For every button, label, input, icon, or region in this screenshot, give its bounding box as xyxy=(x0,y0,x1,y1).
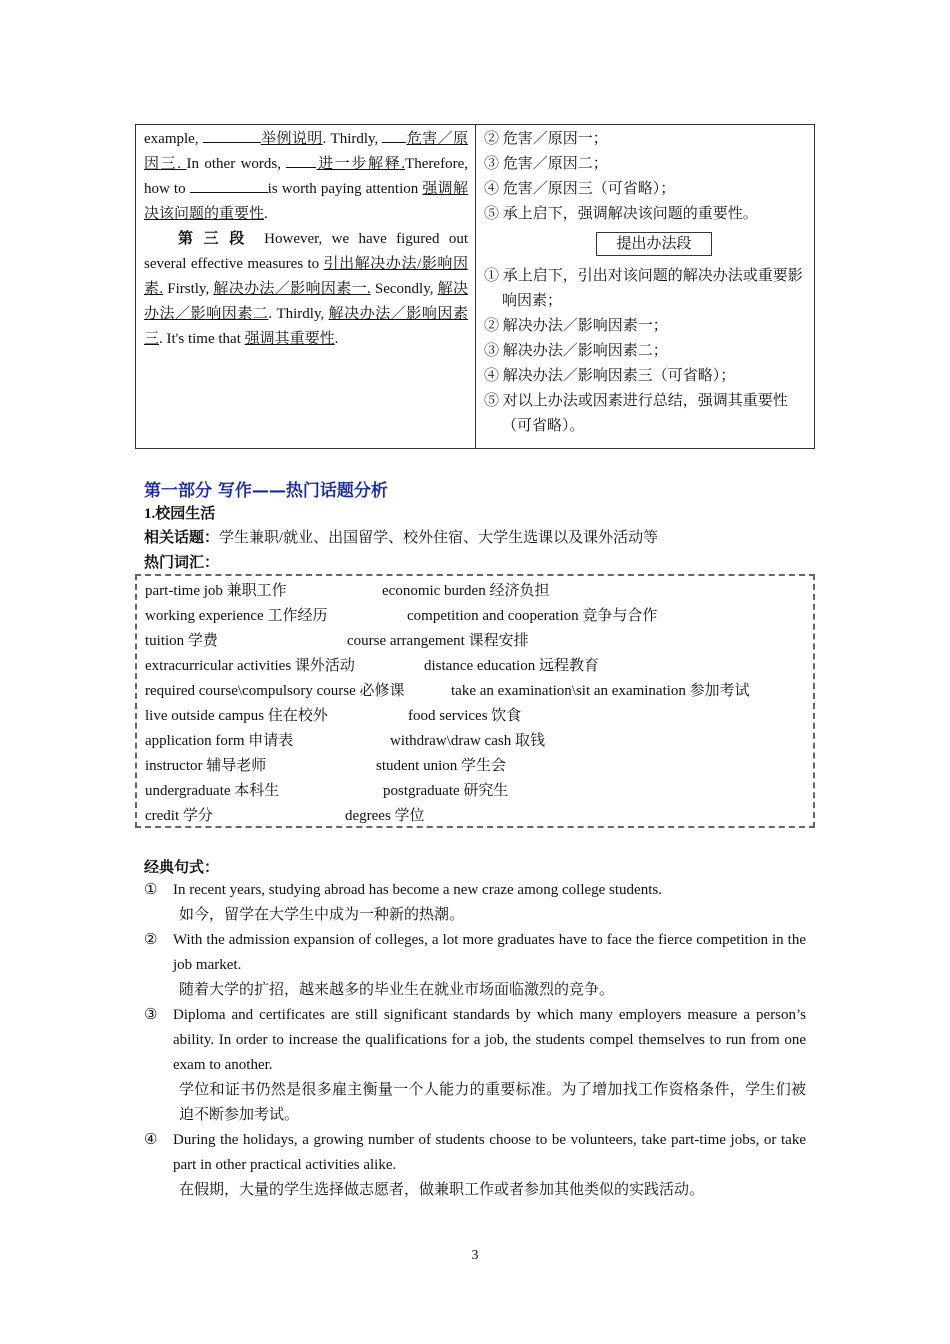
outline-table xyxy=(135,124,815,449)
sentence-item xyxy=(144,928,806,1003)
sentence-chinese: 在假期，大量的学生选择做志愿者，做兼职工作或者参加其他类似的实践活动。 xyxy=(179,1182,705,1198)
sentence-item xyxy=(144,878,806,928)
vocab-row: instructor 辅导老师 student union 学生会 xyxy=(145,758,506,774)
note-line: ② 危害／原因一； xyxy=(484,131,608,147)
note-line: ⑤ 对以上办法或因素进行总结，强调其重要性（可省略）。 xyxy=(484,393,788,434)
sentence-english: With the admission expansion of colleges, a lot more graduates have to face the fierce competition in the job market. xyxy=(173,932,806,973)
note-line: ⑤ 承上启下，强调解决该问题的重要性。 xyxy=(484,206,758,222)
related-topics xyxy=(144,526,658,547)
sentence-english: Diploma and certificates are still significant standards by which many employers measure a person’s ability. In order to increase the qualifications for a job, the students compel themselves to run from one exam to another. xyxy=(173,1007,806,1073)
vocab-row: undergraduate 本科生 postgraduate 研究生 xyxy=(145,783,509,799)
note-line: ③ 危害／原因二； xyxy=(484,156,608,172)
sentence-number: ② xyxy=(144,932,158,948)
sentence-english: During the holidays, a growing number of students choose to be volunteers, take part-time jobs, or take part in other practical activities alike. xyxy=(173,1132,806,1173)
note-line: ④ 危害／原因三（可省略）； xyxy=(484,181,676,197)
topic-heading: 1.校园生活 xyxy=(144,506,216,522)
sentence-item xyxy=(144,1128,806,1203)
related-topics-label: 相关话题： xyxy=(144,530,220,546)
vocab-row: credit 学分 degrees 学位 xyxy=(145,808,425,824)
sentence-chinese: 如今，留学在大学生中成为一种新的热潮。 xyxy=(179,907,465,923)
sentence-list xyxy=(144,878,806,1203)
paragraph-heading: 第三段 xyxy=(178,231,255,247)
vocab-label: 热门词汇： xyxy=(144,555,220,571)
vocab-row: required course\compulsory course 必修课 take an examination\sit an examination 参加考试 xyxy=(145,683,750,699)
fill-blank xyxy=(190,180,268,193)
vocab-row: part-time job 兼职工作 economic burden 经济负担 xyxy=(145,583,550,599)
note-line: ② 解决办法／影响因素一； xyxy=(484,318,668,334)
fill-blank xyxy=(203,130,261,143)
sentence-number: ③ xyxy=(144,1007,158,1023)
fill-blank xyxy=(286,155,316,168)
fill-blank xyxy=(382,130,406,143)
section-box-title: 提出办法段 xyxy=(596,232,712,256)
sentence-number: ① xyxy=(144,882,158,898)
sentences-label: 经典句式： xyxy=(144,860,220,876)
sentence-item xyxy=(144,1003,806,1128)
section-title: 第一部分 写作——热门话题分析 xyxy=(144,481,388,501)
template-paragraphs xyxy=(136,125,476,448)
sentence-number: ④ xyxy=(144,1132,158,1148)
note-line: ③ 解决办法／影响因素二； xyxy=(484,343,668,359)
related-topics-text: 学生兼职/就业、出国留学、校外住宿、大学生选课以及课外活动等 xyxy=(219,530,659,546)
vocab-box xyxy=(135,574,815,828)
sentence-english: In recent years, studying abroad has become a new craze among college students. xyxy=(173,882,662,898)
sentence-chinese: 学位和证书仍然是很多雇主衡量一个人能力的重要标准。为了增加找工作资格条件，学生们被迫不断参加考试。 xyxy=(179,1082,806,1123)
sentence-chinese: 随着大学的扩招，越来越多的毕业生在就业市场面临激烈的竞争。 xyxy=(179,982,615,998)
vocab-row: tuition 学费 course arrangement 课程安排 xyxy=(145,633,529,649)
note-line: ④ 解决办法／影响因素三（可省略）； xyxy=(484,368,736,384)
vocab-row: application form 申请表 withdraw\draw cash 取钱 xyxy=(145,733,545,749)
paragraph-three: 第三段 However, we have figured out several effective measures to 引出解决办法/影响因素. Firstly, 解决办法／影响因素一. Secondly, 解决办法／影响因素二. Thirdly, 解决办法／影响因素三. It's time that 强调其重要性. xyxy=(144,231,469,347)
note-line: ① 承上启下，引出对该问题的解决办法或重要影响因素； xyxy=(484,268,803,309)
structure-notes xyxy=(476,125,814,448)
vocab-row: live outside campus 住在校外 food services 饮食 xyxy=(145,708,522,724)
page-number: 3 xyxy=(471,1248,479,1263)
vocab-row: working experience 工作经历 competition and cooperation 竞争与合作 xyxy=(145,608,658,624)
vocab-row: extracurricular activities 课外活动 distance education 远程教育 xyxy=(145,658,599,674)
paragraph-two-tail: example, 举例说明. Thirdly, 危害／原因三. In other words, 进一步解释.Therefore, how to is worth paying attention 强调解决该问题的重要性. xyxy=(144,131,468,222)
